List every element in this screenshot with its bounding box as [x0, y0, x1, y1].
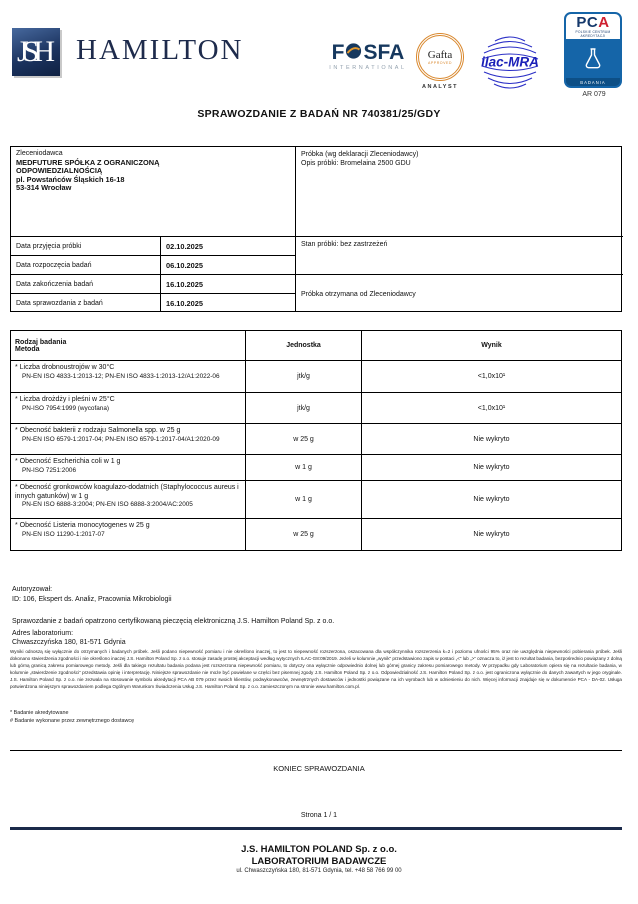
test-method: PN-ISO 7251:2006: [22, 466, 76, 474]
pca-letter-a: A: [598, 14, 610, 31]
sample-header: Próbka (wg deklaracji Zleceniodawcy): [301, 151, 419, 158]
client-address-line1: pl. Powstańców Śląskich 16-18: [16, 174, 125, 184]
jsh-logo-initials: JSH: [16, 35, 50, 68]
date-row-started: [11, 256, 296, 275]
sample-cell: [296, 147, 623, 237]
client-cell: [11, 147, 296, 237]
gafta-approved-label: APPROVED: [428, 60, 452, 65]
test-method: PN-EN ISO 6579-1:2017-04; PN-EN ISO 6579-1:2017-04/A1:2020-09: [22, 435, 220, 443]
lab-address-label: Adres laboratorium:: [12, 630, 74, 637]
pca-cert-number: AR 079: [582, 91, 606, 98]
result-row: [11, 361, 621, 393]
result-row: [11, 393, 621, 424]
flask-icon: [566, 39, 620, 78]
gafta-logo: [414, 33, 466, 90]
gafta-wreath-icon: [416, 33, 464, 81]
pca-badge-top: [566, 14, 620, 39]
report-title: SPRAWOZDANIE Z BADAŃ NR 740381/25/GDY: [197, 108, 441, 120]
page-number: Strona 1 / 1: [300, 812, 338, 819]
info-table: [10, 146, 622, 312]
date-value: 02.10.2025: [166, 241, 203, 251]
jsh-logo: [12, 28, 60, 76]
gafta-analyst-label: ANALYST: [422, 84, 458, 90]
fosfa-letters-sfa: SFA: [363, 40, 405, 64]
test-method: PN-ISO 7954:1999 (wycofana): [22, 404, 110, 412]
end-of-report-label: KONIEC SPRAWOZDANIA: [273, 764, 365, 773]
test-method: PN-EN ISO 6888-3:2004; PN-EN ISO 6888-3:2004/AC:2005: [22, 501, 193, 509]
client-address-line2: 53-314 Wrocław: [16, 183, 72, 193]
column-header-unit: Jednostka: [246, 331, 362, 360]
seal-note: Sprawozdanie z badań opatrzono certyfikowaną pieczęcią elektroniczną J.S. Hamilton Poland Sp. z o.o.: [12, 618, 335, 625]
disclaimer-text: Wyniki odnoszą się wyłącznie do otrzymanych i badanych próbek. Jeśli podano niepewność pomiaru i nie określono inaczej, to jest to niepewność rozszerzona, oszacowana dla współczynnika rozszerzenia k=2 i poziomu ufności 95% oraz nie uwzględnia niepewności pobierania próbek. Jeśli dokonano stwierdzenia zgodności i nie określono inaczej J.S. Hamilton Poland Sp. z o.o. stosuje zasadę prostej akceptacji według wytycznych ILAC-G8:09/2019. Jeżeli w kolumnie „wynik” przedstawiono zapis w postaci „<” lub „>” oznacza to, iż jest to rezultat badania, bezpośrednio powiązany z dolną lub górną granicą zakresu pomiarowego metody. Jeśli dla takiego rezultatu badania podana jest rozszerzona niepewność pomiaru, to dotyczy ona wyłącznie odpowiednio dolnej lub górnej granicy zakresu pomiarowego metody. W przypadku gdy Laboratorium opiera się na rezultacie badania, w kolumnie „stwierdzenie zgodności” przedstawia opinię i interpretację. Niniejsze sprawozdanie nie może być powielane w części bez pisemnej zgody J.S. Hamilton Poland Sp. z o.o. Odpowiedzialność J.S. Hamilton Poland Sp. z o.o. jest ograniczona wyłącznie do danych zawartych w jego oryginale. J.S. Hamilton Poland Sp. z o.o. nie zezwala na stosowanie symbolu akredytacji PCA AB 079 przez swoich klientów, podwykonawców, zewnętrznych dostawców i jednostki powiązane na ich wyrobach lub w odniesieniu do nich. Więcej informacji znajduje się w dokumencie PCA - DA-02. Usługa potwierdzona niniejszym sprawozdaniem podlega Ogólnym Warunkom Świadczenia Usług J.S. Hamilton Poland Sp. z o.o. zamieszczonym na stronie www.hamilton.com.pl.: [10, 649, 622, 689]
result-cell: Nie wykryto: [473, 496, 510, 503]
client-name-line1: MEDFUTURE SPÓŁKA Z OGRANICZONĄ: [16, 157, 160, 167]
test-cell: [11, 424, 246, 454]
column-header-test: [11, 331, 246, 360]
pca-badania-label: BADANIA: [566, 78, 620, 86]
fosfa-letter-f: F: [331, 40, 345, 64]
fosfa-international-label: INTERNATIONAL: [329, 65, 407, 71]
pca-logo: [564, 12, 624, 98]
client-label: Zleceniodawca: [16, 150, 63, 157]
date-value: 16.10.2025: [166, 298, 203, 308]
unit-cell: w 25 g: [246, 519, 362, 550]
test-cell: [11, 519, 246, 550]
date-label: Data sprawozdania z badań: [11, 294, 161, 312]
divider-line: [10, 750, 622, 751]
unit-cell: jtk/g: [246, 361, 362, 392]
unit-cell: w 1 g: [246, 455, 362, 480]
date-row-finished: [11, 275, 296, 294]
result-cell: Nie wykryto: [473, 435, 510, 443]
result-cell: <1,0x10¹: [477, 404, 506, 412]
date-value: 16.10.2025: [166, 279, 203, 289]
results-table: [10, 330, 622, 551]
footer-rule: [10, 827, 622, 830]
client-name-line2: ODPOWIEDZIALNOŚCIĄ: [16, 166, 103, 176]
date-label: Data przyjęcia próbki: [11, 237, 161, 255]
sample-condition-cell: Stan próbki: bez zastrzeżeń: [296, 237, 623, 275]
header-test-line2: Metoda: [15, 345, 40, 353]
fosfa-logo: [328, 42, 408, 71]
test-method: PN-EN ISO 11290-1:2017-07: [22, 530, 105, 538]
test-cell: [11, 481, 246, 518]
date-row-reported: [11, 294, 296, 312]
test-name: * Obecność gronkowców koagulazo-dodatnich (Staphylococcus aureus i innych gatunków) w 1 g: [15, 484, 239, 500]
result-row: [11, 519, 621, 550]
test-cell: [11, 361, 246, 392]
unit-cell: w 25 g: [246, 424, 362, 454]
sample-received-cell: Próbka otrzymana od Zleceniodawcy: [301, 290, 416, 298]
date-row-received: [11, 237, 296, 256]
date-label: Data rozpoczęcia badań: [11, 256, 161, 274]
result-cell: Nie wykryto: [473, 464, 510, 471]
test-name: * Obecność Escherichia coli w 1 g: [15, 458, 121, 465]
result-cell: Nie wykryto: [473, 531, 510, 538]
test-name: * Obecność Listeria monocytogenes w 25 g: [15, 522, 150, 529]
unit-cell: jtk/g: [246, 393, 362, 423]
pca-subtitle-line1: POLSKIE CENTRUM: [575, 30, 611, 34]
pca-badge: [564, 12, 622, 88]
unit-cell: w 1 g: [246, 481, 362, 518]
footnote-accredited: * Badanie akredytowane: [10, 710, 69, 716]
ilac-mra-logo: [477, 29, 543, 100]
result-row: [11, 455, 621, 481]
test-cell: [11, 393, 246, 423]
result-row: [11, 424, 621, 455]
sample-description: Opis próbki: Bromelaina 2500 GDU: [301, 160, 411, 167]
pca-wordmark: [566, 16, 620, 30]
footer-laboratory: LABORATORIUM BADAWCZE: [251, 856, 387, 867]
footer-contact: ul. Chwaszczyńska 180, 81-571 Gdynia, tel. +48 58 766 99 00: [236, 868, 402, 874]
fosfa-wordmark: [328, 42, 408, 63]
result-cell: <1,0x10¹: [477, 373, 506, 380]
authorized-label: Autoryzował:: [12, 586, 53, 593]
gafta-name: Gafta: [427, 48, 453, 61]
result-row: [11, 481, 621, 519]
date-value: 06.10.2025: [166, 260, 203, 270]
fosfa-globe-icon: [345, 42, 362, 63]
hamilton-brand-text: HAMILTON: [76, 34, 244, 66]
pca-letters-pc: PC: [576, 14, 599, 31]
date-label: Data zakończenia badań: [11, 275, 161, 293]
test-method: PN-EN ISO 4833-1:2013-12; PN-EN ISO 4833-1:2013-12/A1:2022-06: [22, 372, 220, 380]
pca-subtitle-line2: AKREDYTACJI: [580, 34, 606, 38]
column-header-result: Wynik: [481, 342, 502, 349]
test-name: * Liczba drobnoustrojów w 30°C: [15, 364, 115, 371]
results-header-row: [11, 331, 621, 361]
test-cell: [11, 455, 246, 480]
test-name: * Obecność bakterii z rodzaju Salmonella spp. w 25 g: [15, 427, 181, 434]
ilac-mra-label: ilac-MRA: [481, 54, 539, 70]
footer-company: J.S. HAMILTON POLAND Sp. z o.o.: [241, 844, 397, 855]
test-name: * Liczba drożdży i pleśni w 25°C: [15, 396, 115, 403]
authorized-person: ID: 106, Ekspert ds. Analiz, Pracownia Mikrobiologii: [12, 596, 172, 603]
header-test-line1: Rodzaj badania: [15, 338, 67, 346]
footnote-external-provider: # Badanie wykonane przez zewnętrznego dostawcę: [10, 718, 135, 724]
lab-address: Chwaszczyńska 180, 81-571 Gdynia: [12, 639, 126, 646]
